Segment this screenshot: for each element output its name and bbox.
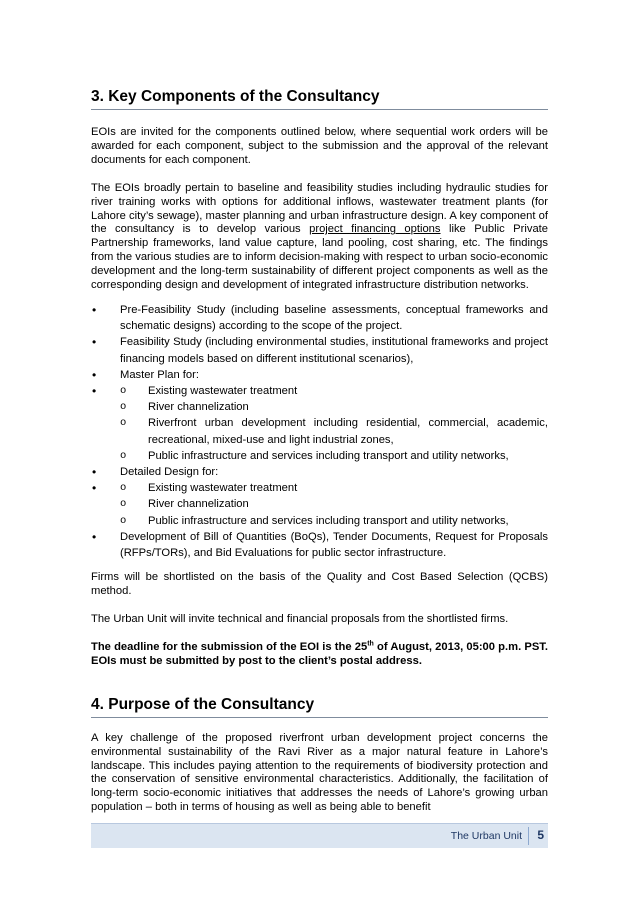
paragraph-2-text-start: The EOIs broadly pertain to baseline and feasibility studies including hydraulic studies for river training works with options for additional inflows, wastewater treatment plants (for Lahore city’s sewage), master planning and urban infrastructure design. A key component of the consultancy is to develop various xyxy=(91,181,548,236)
section-4-paragraph-1: A key challenge of the proposed riverfront urban development project concerns the environmental sustainability of the Ravi River as a major natural feature in Lahore’s landscape. This includes paying attention to the requirements of biodiversity protection and the conservation of sensitive environmental characteristics. Additionally, the facilitation of long-term socio-economic initiatives that addresses the needs of Lahore’s growing urban population – both in terms of housing as well as being able to benefit xyxy=(91,731,548,814)
list-item: • Feasibility Study (including environmental studies, institutional frameworks and project financing models based on different institutional scenarios), xyxy=(91,334,548,366)
section-4-heading: 4. Purpose of the Consultancy xyxy=(91,696,548,718)
list-item: o • Existing wastewater treatment xyxy=(120,480,548,496)
list-item: o • Existing wastewater treatment xyxy=(120,383,548,399)
page-number: 5 xyxy=(537,828,544,842)
detailed-design-sublist xyxy=(91,480,548,529)
detailed-design-sublist-item xyxy=(91,480,548,529)
section-3-paragraph-2 xyxy=(91,182,548,293)
footer-divider xyxy=(528,827,529,845)
deadline-text-end: of August, 2013, 05:00 p.m. PST. EOIs must be submitted by post to the client’s postal address. xyxy=(91,640,548,667)
master-plan-sublist xyxy=(91,383,548,464)
deadline-ordinal-suffix: th xyxy=(367,640,374,648)
list-item: o River channelization xyxy=(120,399,548,415)
section-3-paragraph-1: EOIs are invited for the components outlined below, where sequential work orders will be awarded for each component, subject to the submission and the approval of the relevant documents for each component. xyxy=(91,126,548,166)
list-item: • Master Plan for: xyxy=(91,367,548,383)
section-3-paragraph-3: Firms will be shortlisted on the basis of the Quality and Cost Based Selection (QCBS) method. xyxy=(91,571,548,598)
list-item: • Detailed Design for: xyxy=(91,464,548,480)
page-footer xyxy=(91,823,548,848)
master-plan-sublist-item xyxy=(91,383,548,464)
footer-organization-label: The Urban Unit xyxy=(450,830,522,842)
page-content xyxy=(91,88,548,815)
list-item: • Development of Bill of Quantities (BoQs), Tender Documents, Request for Proposals (RFPs/TORs), and Bid Evaluations for public sector infrastructure. xyxy=(91,529,548,561)
section-3-paragraph-4: The Urban Unit will invite technical and financial proposals from the shortlisted firms. xyxy=(91,613,509,626)
project-financing-options-link: project financing options xyxy=(309,223,441,236)
section-3-heading: 3. Key Components of the Consultancy xyxy=(91,88,548,110)
components-bullet-list xyxy=(91,302,548,561)
list-item: o River channelization xyxy=(120,496,548,512)
list-item: o Public infrastructure and services including transport and utility networks, xyxy=(120,448,548,464)
deadline-text-start: The deadline for the submission of the EOI is the 25 xyxy=(91,640,368,653)
list-item: o Riverfront urban development including residential, commercial, academic, recreational, mixed-use and light industrial zones, xyxy=(120,415,548,447)
deadline-paragraph xyxy=(91,641,548,669)
list-item: • Pre-Feasibility Study (including baseline assessments, conceptual frameworks and schematic designs) according to the scope of the project. xyxy=(91,302,548,334)
paragraph-2-text-end: like Public Private Partnership frameworks, land value capture, land pooling, cost sharing, etc. The findings from the various studies are to inform decision-making with respect to urban socio-economic development and the long-term sustainability of different project components as well as the corresponding design and development of integrated infrastructure distribution networks. xyxy=(91,223,549,292)
list-item: o Public infrastructure and services including transport and utility networks, xyxy=(120,513,548,529)
